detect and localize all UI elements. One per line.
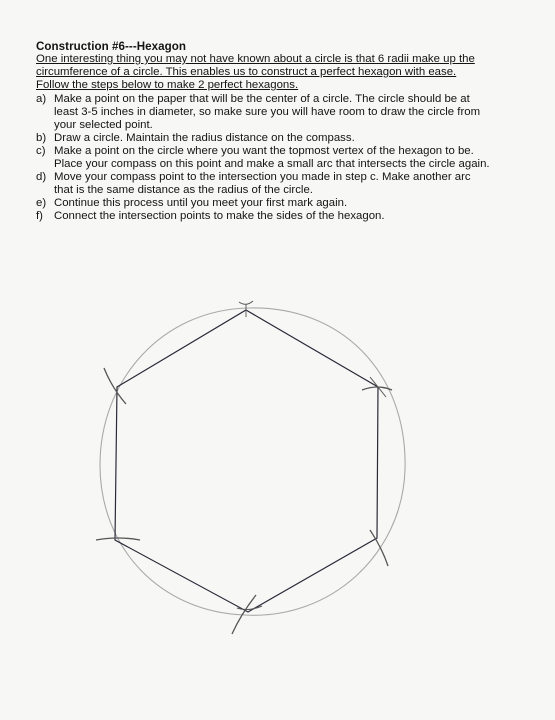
step-marker: a): [36, 93, 47, 105]
step-text: Draw a circle. Maintain the radius distance on the compass.: [54, 132, 355, 144]
inscribed-hexagon: [115, 310, 378, 612]
arc-mark: [239, 301, 253, 304]
arc-mark: [370, 530, 388, 566]
step-text: Move your compass point to the intersection you made in step c. Make another arc: [54, 171, 471, 183]
arc-mark: [104, 368, 126, 404]
step-text: that is the same distance as the radius of the circle.: [54, 184, 313, 196]
step-marker: e): [36, 197, 47, 209]
page-title: Construction #6---Hexagon: [36, 40, 187, 53]
step-text: Make a point on the paper that will be the center of a circle. The circle should be at: [54, 93, 470, 105]
intro-line: circumference of a circle. This enables us to construct a perfect hexagon with ease.: [36, 66, 457, 78]
step-text: Continue this process until you meet your first mark again.: [54, 197, 348, 209]
step-marker: f): [36, 210, 43, 222]
step-marker: d): [36, 171, 47, 183]
construction-circle: [100, 308, 405, 615]
step-text: your selected point.: [54, 119, 153, 131]
intro-line: One interesting thing you may not have known about a circle is that 6 radii make up the: [36, 53, 475, 65]
intro-line: Follow the steps below to make 2 perfect hexagons.: [36, 79, 299, 91]
step-text: Place your compass on this point and make a small arc that intersects the circle again.: [54, 158, 490, 170]
step-text: Connect the intersection points to make the sides of the hexagon.: [54, 210, 385, 222]
step-text: least 3-5 inches in diameter, so make sure you will have room to draw the circle from: [54, 106, 481, 118]
step-marker: b): [36, 132, 47, 144]
step-marker: c): [36, 145, 46, 157]
step-text: Make a point on the circle where you want the topmost vertex of the hexagon to be.: [54, 145, 474, 157]
